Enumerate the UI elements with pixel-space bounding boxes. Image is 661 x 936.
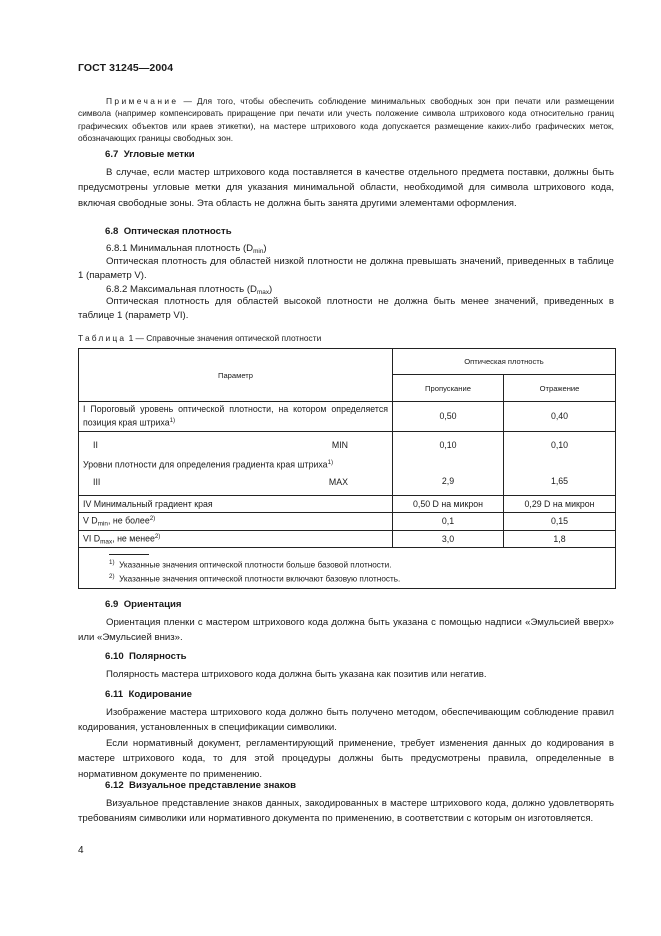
footnote-1 [83,557,611,571]
param-tail: , не менее [112,533,155,543]
section-title: Полярность [129,651,187,662]
value-iii: 2,9 [441,476,455,487]
table-footnotes [79,548,616,589]
note-text: Для того, чтобы обеспечить соблюдение минимальных свободных зон при печати или размещении символа (например компенсировать приращение при печати или учесть положение символа штрихового кода относительно границ графических объектов или краев этикетки), на мастере штрихового кода допускается размещение каких-либо графических меток, обозначающих границы свободных зон. [78,96,615,143]
row-iii-line [83,473,388,491]
row-i-transmission: 0,50 [393,402,504,432]
subsection-6-8-2-text: Оптическая плотность для областей высокой плотности не должна быть менее значений, приведенных в таблице 1 (параметр VI). [78,296,614,322]
section-6-7-heading [105,149,195,160]
table-caption [78,333,321,343]
section-6-10-text: Полярность мастера штрихового кода должна быть указана как позитив или негатив. [106,669,487,680]
section-6-9-heading [105,599,181,610]
value-ii: 0,10 [550,440,569,451]
footnote-rule [109,554,149,555]
footnote-ref: 1) [327,458,334,466]
section-6-7-text: В случае, если мастер штрихового кода поставляется в качестве отдельного предмета поставки, должны быть предусмотрены угловые метки для указания минимальной области, необходимой для символа штрихового кода, включая свободные зоны. Эта область не должна быть занята другими элементами оформления. [78,167,614,209]
section-title: Оптическая плотность [123,226,232,237]
section-6-9-text: Ориентация пленки с мастером штрихового кода должна быть указана с помощью надписи «Эмульсией вверх» или «Эмульсией вниз». [78,617,614,644]
value-iii: 1,65 [550,476,569,487]
table-row [79,431,616,496]
row-v-reflection: 0,15 [504,513,616,531]
section-number: 6.8 [105,226,119,237]
row-iv-transmission: 0,50 D на микрон [393,496,504,513]
section-title: Визуальное представление знаков [129,780,297,791]
section-number: 6.9 [105,599,119,610]
row-ii-line [83,436,388,454]
row-vi-reflection: 1,8 [504,530,616,548]
section-6-12-heading [105,780,296,791]
note-dash: — [178,96,197,106]
subscript: max [100,538,113,545]
header-parameter: Параметр [79,349,393,402]
row-i-reflection: 0,40 [504,402,616,432]
subsection-label: 6.8.1 Минимальная плотность (D [106,243,254,254]
param-text: Уровни плотности для определения градиента края штриха [83,459,328,469]
table-caption-label: Таблица [78,333,127,343]
section-title: Кодирование [128,689,192,700]
section-6-11-text-1: Изображение мастера штрихового кода должно быть получено методом, обеспечивающим соблюдение правил кодирования, установленных в спецификации символики. [78,707,614,734]
row-numeral: III [93,477,101,487]
row-i-parameter [79,402,393,432]
section-6-8-heading [105,226,232,237]
document-header: ГОСТ 31245—2004 [78,62,174,74]
row-vi-transmission: 3,0 [393,530,504,548]
subsection-6-8-1-text: Оптическая плотность для областей низкой плотности не должна превышать значений, приведенных в таблице 1 (параметр V). [78,256,614,282]
param-text: I Пороговый уровень оптической плотности, на котором определяется позиция края штриха [83,404,388,428]
footnote-mark: 2) [109,572,115,580]
footnote-2 [83,571,611,585]
row-v-parameter [79,513,393,531]
section-title: Ориентация [123,599,182,610]
subsection-label: 6.8.2 Максимальная плотность (D [106,284,257,295]
param-text: VI D [83,533,101,543]
section-title: Угловые метки [123,149,195,160]
section-number: 6.11 [105,689,124,700]
footnote-text: Указанные значения оптической плотности включают базовую плотность. [119,574,401,583]
footnote-ref: 2) [154,532,161,540]
table-row [79,402,616,432]
footnote-mark: 1) [109,559,115,566]
row-ii-iii-parameter [79,431,393,496]
header-reflection: Отражение [504,375,616,402]
row-iv-parameter: IV Минимальный градиент края [79,496,393,513]
subscript: min [97,520,108,528]
subsection-tail: ) [263,243,267,254]
row-vi-parameter [79,530,393,548]
row-numeral: II [93,439,98,450]
row-tag: MIN [331,439,348,450]
subscript: min [253,248,264,255]
value-ii: 0,10 [439,440,457,451]
section-6-11-text-2: Если нормативный документ, регламентирующий применение, требует изменения данных до кодирования в мастере штрихового кода, то для этой процедуры должны быть предусмотрены правила, определенные в нормативном документе по применению. [78,738,614,780]
subscript: max [256,289,270,296]
table-row [79,496,616,513]
table-row [79,513,616,531]
note-label: Примечание [106,96,179,106]
row-ii-iii-label [83,454,388,474]
header-optical-density: Оптическая плотность [393,349,616,375]
optical-density-table [78,348,616,589]
row-ii-iii-transmission [393,431,504,496]
section-number: 6.10 [105,651,124,662]
footnote-ref: 1) [169,417,176,424]
footnote-ref: 2) [149,515,156,522]
row-tag: MAX [328,477,348,487]
header-transmission: Пропускание [393,375,504,402]
row-iv-reflection: 0,29 D на микрон [504,496,616,513]
footnote-text: Указанные значения оптической плотности больше базовой плотности. [119,560,392,570]
row-v-transmission: 0,1 [393,513,504,531]
table-caption-text: 1 — Справочные значения оптической плотности [126,333,322,343]
section-number: 6.7 [105,149,119,160]
table-row [79,530,616,548]
note-paragraph [78,95,614,144]
section-6-10-heading [105,651,187,662]
subsection-tail: ) [269,284,273,295]
table-footnotes-row [79,548,616,589]
param-tail: , не более [107,515,150,526]
section-6-11-heading [105,689,192,700]
section-number: 6.12 [105,780,124,791]
page-number: 4 [78,845,84,856]
section-6-12-text: Визуальное представление знаков данных, закодированных в мастере штрихового кода, должно удовлетворять требованиям символики или нормативного документа по применению, в соответствии с которым он изготовляется. [78,798,614,825]
param-text: V D [83,515,98,526]
row-ii-iii-reflection [504,431,616,496]
